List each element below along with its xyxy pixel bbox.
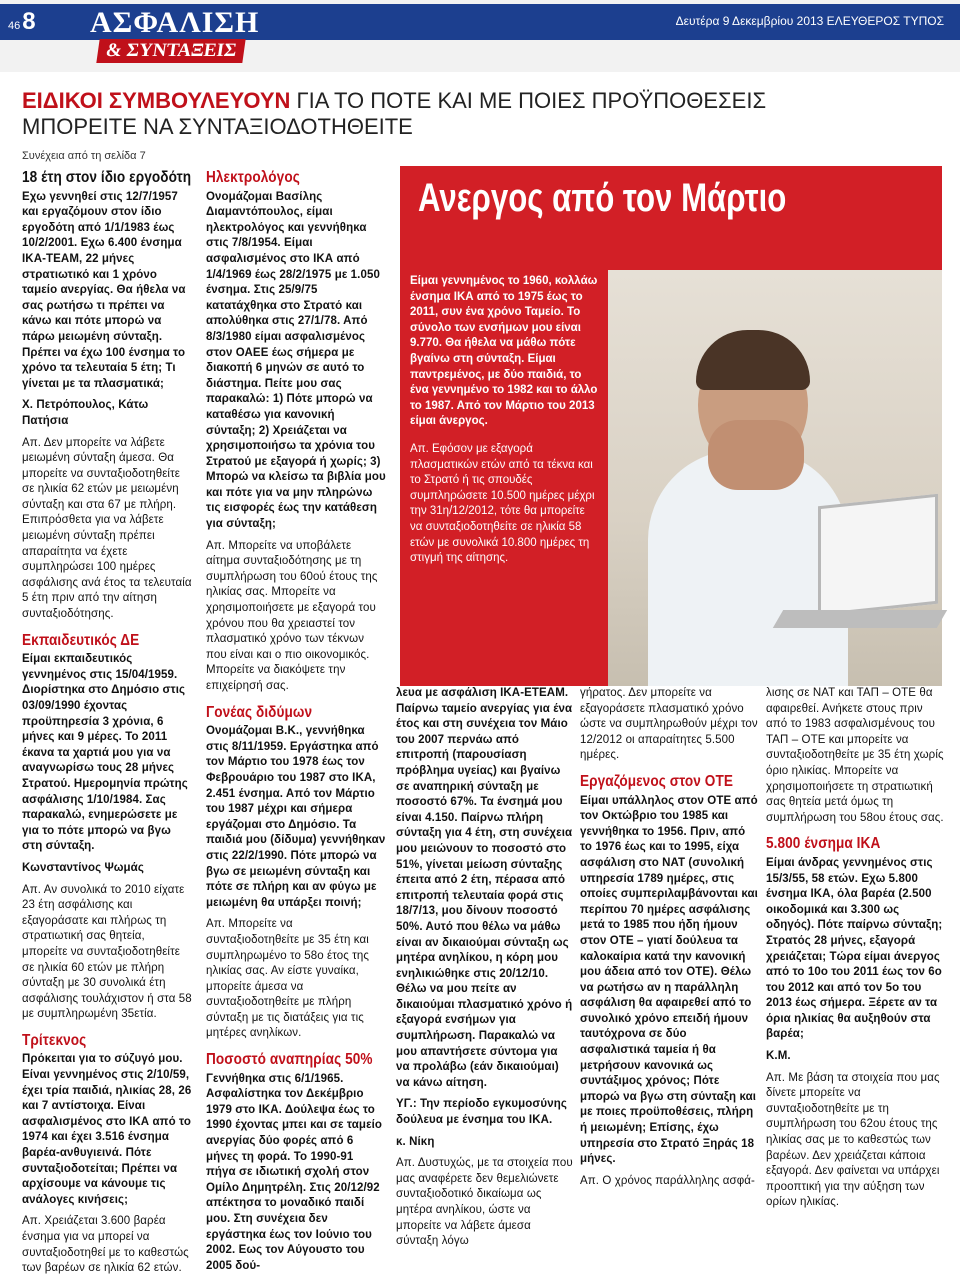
photo-hands	[708, 420, 804, 490]
signature: κ. Νίκη	[396, 1135, 435, 1148]
answer: Απ. Ο χρόνος παράλληλης ασφά-	[580, 1174, 755, 1187]
answer: Απ. Με βάση τα στοιχεία που μας δίνετε μπορείτε να συνταξιοδοτηθείτε με τη συμπλήρωση του 62ου έτους της ηλικίας σας με το καθεστώς των βαρέων. Δεν χρειάζεται κάποια εξαγορά. Δεν φαίνεται να υπάρχει προοπτική για την αύξηση των ορίων ηλικίας.	[766, 1071, 940, 1209]
feature-answer: Απ. Εφόσον με εξαγορά πλασματικών ετών από τα τέκνα και το Στρατό ή τις σπουδές συμπληρώσετε 10.500 ημέρες μέχρι την 31η/12/2012, τότε θα μπορείτε να συνταξιοδοτηθείτε σε ηλικία 58 ετών με συνολικά 10.800 ημέρες τη στιγμή της αίτησης.	[410, 442, 595, 565]
page-header	[0, 0, 960, 72]
signature: Χ. Πετρόπουλος, Κάτω Πατήσια	[22, 399, 149, 427]
subheading: Ηλεκτρολόγος	[206, 169, 300, 186]
subheading: 18 έτη στον ίδιο εργοδότη	[22, 169, 192, 186]
section-subtitle: & ΣΥΝΤΑΞΕΙΣ	[96, 39, 246, 63]
subheading: Εκπαιδευτικός ΔΕ	[22, 631, 140, 649]
feature-text	[410, 274, 600, 567]
subheading: Ποσοστό αναπηρίας 50%	[206, 1051, 373, 1069]
question: Είμαι υπάλληλος στον ΟΤΕ από τον Οκτώβριο του 1985 και γεννήθηκα το 1956. Πριν, από το 1976 έως και το 1995, είχα ασφάλιση στο ΝΑΤ (συνολική υπηρεσία 1789 ημέρες, στις οποίες συμπεριλαμβάνονται και περίπου 70 ημέρες ασφάλισης μετά το 1985 που ήδη ήμουν στον ΟΤΕ – γιατί δούλευα τα καλοκαίρια κατά την κανονική μου άδεια από τον ΟΤΕ). Θέλω να ρωτήσω αν η παράλληλη ασφάλιση θα αφαιρεθεί από το συνολικό χρόνο επειδή ήμουν ταυτόχρονα σε δύο ασφαλιστικά ταμεία ή θα μετρήσουν κανονικά ως συντάξιμος χρόνος; Πότε μπορώ να βγω στη σύνταξη και με ποιες προϋποθέσεις, πλήρη ή μειωμένη; Επίσης, έχω υπηρεσία στο Στρατό Ξηράς 18 μήνες.	[580, 794, 758, 1166]
dateline: Δευτέρα 9 Δεκεμβρίου 2013 ΕΛΕΥΘΕΡΟΣ ΤΥΠΟΣ	[675, 14, 944, 28]
laptop-base	[773, 610, 947, 628]
answer: Απ. Μπορείτε να συνταξιοδοτηθείτε με 35 έτη και συμπληρωμένο το 58ο έτος της ηλικίας σας. Αν είστε γυναίκα, μπορείτε άμεσα να συνταξιοδοτηθείτε με πλήρη σύνταξη με τις διατάξεις για τις μητέρες ανηλίκων.	[206, 918, 369, 1040]
column-1	[22, 170, 192, 1283]
answer: Απ. Αν συνολικά το 2010 είχατε 23 έτη ασφάλισης και εξαγοράσατε και πλήρως τη στρατιωτική σας θητεία, μπορείτε να συνταξιοδοτηθείτε σε ηλικία 60 ετών με πλήρη σύνταξη με 30 συνολικά έτη ασφάλισης τουλάχιστον ή στα 58 με συμπληρωμένη 35ετία.	[22, 883, 192, 1021]
question: Γεννήθηκα στις 6/1/1965. Ασφαλίστηκα τον Δεκέμβριο 1979 στο ΙΚΑ. Δούλεψα έως το 1990 έχοντας μπει και σε ταμείο ανεργίας δύο φορές από 6 μήνες τη φορά. Το 1990-91 πήγα σε ιδιωτική σχολή στον Ομίλο Δημητρέλη. Στις 20/12/92 απέκτησα το μοναδικό παιδί μου. Στη συνέχεια δεν εργάστηκα έως τον Ιούνιο του 2002. Εως τον Αύγουστο του 2005 δού-	[206, 1072, 383, 1272]
signature: Κ.Μ.	[766, 1050, 791, 1063]
main-headline: ΕΙΔΙΚΟΙ ΣΥΜΒΟΥΛΕΥΟΥΝ ΓΙΑ ΤΟ ΠΟΤΕ ΚΑΙ ΜΕ ΠΟΙΕΣ ΠΡΟΫΠΟΘΕΣΕΙΣ ΜΠΟΡΕΙΤΕ ΝΑ ΣΥΝΤΑΞΙΟΔΟΤΗΘΕΙΤΕ	[22, 88, 767, 139]
question: Είμαι εκπαιδευτικός γεννημένος στις 15/04/1959. Διορίστηκα στο Δημόσιο στις 03/09/1990 έχοντας προϋπηρεσία 3 χρόνια, 6 μήνες και 9 μέρες. Το 2011 έκανα τα χαρτιά μου για να αναγνωρίσω τους 28 μήνες Στρατού. Ημερομηνία πρώτης ασφάλισης 1/10/1984. Σας παρακαλώ, ενημερώσετε με για το πότε μπορώ να βγω στη σύνταξη.	[22, 653, 188, 853]
subheading: Τρίτεκνος	[22, 1031, 87, 1049]
answer: Απ. Χρειάζεται 3.600 βαρέα ένσημα για να μπορεί να συνταξιοδοτηθεί με το καθεστώς των βαρέων σε ηλικία 62 ετών.	[22, 1215, 189, 1275]
question: Εχω γεννηθεί στις 12/7/1957 και εργαζόμουν στον ίδιο εργοδότη από 1/1/1983 έως 10/2/2001. Εχω 6.400 ένσημα ΙΚΑ-ΤΕΑΜ, 22 μήνες στρατιωτικό και 1 χρόνο ταμείο ανεργίας. Θα ήθελα να σας ρωτήσω τι πρέπει να κάνω και πότε μπορώ να πάρω μειωμένη σύνταξη. Πρέπει να έχω 100 ένσημα το χρόνο τα τελευταία 5 έτη; Τι γίνεται με τα πλασματικά;	[22, 190, 186, 390]
column-2	[206, 170, 386, 1280]
column-4	[580, 686, 758, 1195]
answer: Απ. Μπορείτε να υποβάλετε αίτημα συνταξιοδότησης με τη συμπλήρωση του 60ού έτους της ηλικίας σας. Μπορείτε να χρησιμοποιήσετε με εξαγορά του χρόνου που θα χρειαστεί τον πλασματικό χρόνο των τέκνων που είναι και ο πιο οικονομικός. Μπορείτε να διακόψετε την επιχείρησή σας.	[206, 539, 378, 692]
answer: Απ. Δεν μπορείτε να λάβετε μειωμένη σύνταξη άμεσα. Θα μπορείτε να συνταξιοδοτηθείτε σε ηλικία 62 ετών με μειωμένη σύνταξη και στα 67 με πλήρη. Επιπρόσθετα για να λάβετε μειωμένη σύνταξη πρέπει απαραίτητα να έχετε συμπληρώσει 100 ημέρες ασφάλισης ανά έτος τα τελευταία 5 έτη πριν από την αίτηση συνταξιοδότησης.	[22, 436, 192, 621]
question: Ονομάζομαι Β.Κ., γεννήθηκα στις 8/11/1959. Εργάστηκα από τον Μάρτιο του 1978 έως τον Φεβρουάριο του 1987 στο ΙΚΑ, 2.451 ένσημα. Από τον Μάρτιο του 1987 μέχρι και σήμερα εργάζομαι στο Δημόσιο. Τα παιδιά μου (δίδυμα) γεννήθηκαν στις 22/2/1990. Πότε μπορώ να βγω σε μειωμένη σύνταξη και πότε σε πλήρη και αν φύγω με μειωμένη θα υπάρξει ποινή;	[206, 725, 386, 909]
question: Ονομάζομαι Βασίλης Διαμαντόπουλος, είμαι ηλεκτρολόγος και γεννήθηκα στις 7/8/1954. Είμαι ασφαλισμένος στο ΙΚΑ από 1/4/1969 έως 28/2/1975 με 1.050 ένσημα. Στις 25/9/75 κατατάχθηκα στο Στρατό και απολύθηκα στις 27/1/78. Από 8/3/1980 είμαι ασφαλισμένος στον ΟΑΕΕ έως σήμερα με διακοπή 6 μηνών σε αυτό το διάστημα. Πείτε μου σας παρακαλώ: 1) Πότε μπορώ να καταθέσω για κανονική σύνταξη; 2) Χρειάζεται να χρησιμοποιήσω τα χρόνια του Στρατού με εξαγορά ή χωρίς; 3) Μπορώ να κλείσω τα βιβλία μου και πότε για να μην πληρώνω τις εισφορές έως την κατάθεση για σύνταξη;	[206, 190, 386, 531]
question: Πρόκειται για το σύζυγό μου. Είναι γεννημένος στις 2/10/59, έχει τρία παιδιά, ηλικίας 28, 26 και 7 αντίστοιχα. Είναι ασφαλισμένος στο ΙΚΑ από το 1974 και έχει 3.516 ένσημα βαρέα-ανθυγιεινά. Πότε συνταξιοδοτείται; Πρέπει να αρχίσουμε να κάνουμε τις ανάλογες κινήσεις;	[22, 1053, 192, 1206]
subheading: 5.800 ένσημα ΙΚΑ	[766, 835, 881, 853]
page-number: 46 8	[8, 8, 36, 35]
question-cont: λευα με ασφάλιση ΙΚΑ-ΕΤΕΑΜ. Παίρνω ταμείο ανεργίας για ένα έτος και στη συνέχεια τον Μάιο του 2007 περνάω από επιτροπή (παρουσίαση πρόβλημα υγείας) και βγαίνω σε αναπηρική σύνταξη με ποσοστό 67%. Τα ένσημά μου είναι 4.150. Παίρνω πλήρη σύνταξη για 4 έτη, στη συνέχεια μου μειώνουν το ποσοστό στο 51%, γίνεται μείωση σύνταξης έπειτα από 2 έτη, πέρασα από επιτροπή τελευταία φορά στις 18/7/13, μου δίνουν ποσοστό 50%. Αυτό που θέλω να μάθω είναι αν δικαιούμαι σύνταξη ως μητέρα ανηλίκου, η κόρη μου ενηλικιώθηκε στις 20/12/10. Θέλω να μου πείτε αν δικαιούμαι πλασματικό χρόνο ή εξαγορά ενσήμων για συμπλήρωση. Παρακαλώ να μου απαντήσετε σύντομα για να προλάβω (εάν δικαιούμαι) να κάνω αίτηση.	[396, 687, 573, 1089]
question: Είμαι άνδρας γεννημένος στις 15/3/55, 58 ετών. Εχω 5.800 ένσημα ΙΚΑ, όλα βαρέα (2.500 οικοδομικά και 3.300 ως οδηγός). Πότε παίρνω σύνταξη; Στρατός 28 μήνες, εξαγορά χρειάζεται; Τώρα είμαι άνεργος από το 10ο του 2011 έως τον 6ο του 2012 και από τον 5ο του 2013 έως σήμερα. Ξέρετε αν τα όρια ηλικίας θα αυξηθούν στα βαρέα;	[766, 856, 943, 1041]
laptop-icon	[818, 494, 938, 617]
feature-question: Είμαι γεννημένος το 1960, κολλάω ένσημα ΙΚΑ από το 1975 έως το 2011, συν ένα χρόνο Ταμείο. Το σύνολο των ενσήμων μου είναι 9.770. Θα ήθελα να μάθω πότε βγαίνω στη σύνταξη. Είμαι παντρεμένος, με δύο παιδιά, το ένα γεννημένο το 1982 και το άλλο το 1987. Από τον Μάρτιο του 2013 είμαι άνεργος.	[410, 275, 598, 428]
section-title: ΑΣΦΑΛΙΣΗ	[90, 6, 260, 39]
subheading: Γονέας διδύμων	[206, 703, 313, 721]
postscript: ΥΓ.: Την περίοδο εγκυμοσύνης δούλευα με ένσημα του ΙΚΑ.	[396, 1098, 567, 1127]
column-3	[396, 686, 574, 1256]
signature: Κωνσταντίνος Ψωμάς	[22, 861, 144, 874]
feature-title: Ανεργος από τον Μάρτιο	[418, 176, 787, 220]
subheading: Εργαζόμενος στον ΟΤΕ	[580, 772, 734, 790]
column-5	[766, 686, 944, 1217]
answer-cont: λισης σε ΝΑΤ και ΤΑΠ – ΟΤΕ θα αφαιρεθεί. Ανήκετε στους πριν από το 1983 ασφαλισμένους του ΤΑΠ – ΟΤΕ και μπορείτε να συνταξιοδοτηθείτε με 35 έτη χωρίς όριο ηλικίας. Μπορείτε να χρησιμοποιήσετε τη στρατιωτική σας θητεία μετά όμως τη συμπλήρωση του 58ου έτους σας.	[766, 687, 944, 824]
photo-hair	[696, 330, 810, 390]
continued-from: Συνέχεια από τη σελίδα 7	[22, 150, 146, 162]
feature-photo	[608, 270, 942, 686]
feature-box	[400, 166, 942, 686]
answer-cont: γήρατος. Δεν μπορείτε να εξαγοράσετε πλασματικό χρόνο ώστε να συμπληρωθούν μέχρι τον 12/2012 οι απαραίτητες 5.500 ημέρες.	[580, 687, 758, 762]
answer: Απ. Δυστυχώς, με τα στοιχεία που μας αναφέρετε δεν θεμελιώνετε συνταξιοδοτικό δικαίωμα ως μητέρα ανηλίκου, ώστε να μπορείτε να λάβετε άμεσα σύνταξη λόγω	[396, 1157, 573, 1248]
